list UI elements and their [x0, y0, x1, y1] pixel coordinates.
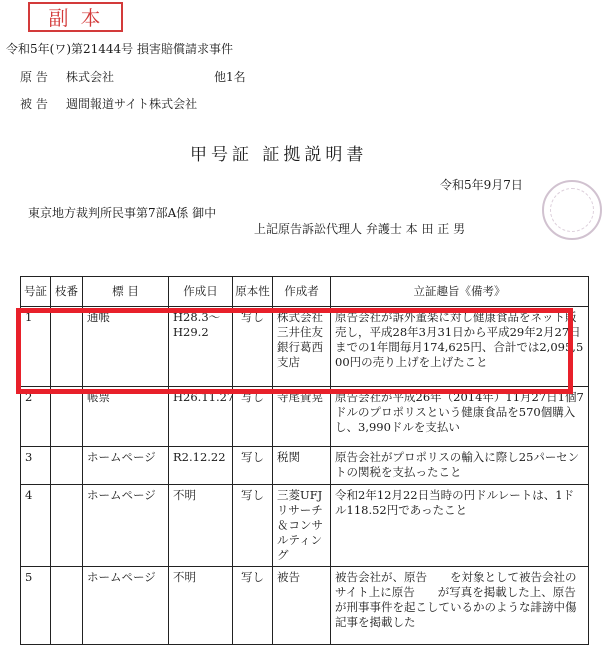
- copy-stamp: 副本: [28, 2, 123, 32]
- cell-author: 三菱UFJリサーチ＆コンサルティング: [273, 485, 331, 567]
- document-title: 甲号証 証拠説明書: [190, 145, 368, 165]
- cell-title: ホームページ: [83, 447, 169, 485]
- cell-date: 不明: [169, 567, 233, 645]
- header-original: 原本性: [233, 277, 273, 307]
- header-author: 作成者: [273, 277, 331, 307]
- cell-author: 株式会社三井住友銀行葛西支店: [273, 307, 331, 387]
- cell-title: ホームページ: [83, 485, 169, 567]
- plaintiff-other: 他1名: [214, 70, 246, 84]
- cell-branch: [51, 567, 83, 645]
- cell-no: 3: [21, 447, 51, 485]
- table-row: [21, 387, 589, 447]
- cell-original: 写し: [233, 387, 273, 447]
- cell-purpose: 原告会社が訴外董楽に対し健康食品をネット販売し，平成28年3月31日から平成29年2月27日までの1年間毎月174,625円、合計では2,095,500円の売り上げを上げたこと: [331, 307, 589, 387]
- attorney-seal: [542, 180, 602, 240]
- cell-date: 不明: [169, 485, 233, 567]
- table-row: [21, 307, 589, 387]
- cell-purpose: 令和2年12月22日当時の円ドルレートは、1ドル118.52円であったこと: [331, 485, 589, 567]
- cell-no: 1: [21, 307, 51, 387]
- table-row: [21, 447, 589, 485]
- evidence-table: [20, 276, 599, 645]
- cell-purpose: 被告会社が、原告 を対象として被告会社のサイト上に原告 が写真を掲載した上、原告 が刑事事件を起こしているかのような誹謗中傷記事を掲載した: [331, 567, 589, 645]
- header-exhibit-no: 号証: [21, 277, 51, 307]
- cell-original: 写し: [233, 567, 273, 645]
- header-branch-no: 枝番: [51, 277, 83, 307]
- cell-date: H28.3～H29.2: [169, 307, 233, 387]
- cell-no: 4: [21, 485, 51, 567]
- header-title: 標 目: [83, 277, 169, 307]
- cell-date: R2.12.22: [169, 447, 233, 485]
- cell-author: 税関: [273, 447, 331, 485]
- plaintiff-name: 株式会社: [66, 70, 115, 84]
- cell-original: 写し: [233, 447, 273, 485]
- header-purpose: 立証趣旨《備考》: [331, 277, 589, 307]
- plaintiff-label: 原 告: [20, 70, 48, 84]
- cell-no: 5: [21, 567, 51, 645]
- table-row: [21, 567, 589, 645]
- cell-original: 写し: [233, 307, 273, 387]
- cell-author: 被告: [273, 567, 331, 645]
- table-row: [21, 485, 589, 567]
- cell-title: 通帳: [83, 307, 169, 387]
- cell-purpose: 原告会社がプロポリスの輸入に際し25パーセントの関税を支払ったこと: [331, 447, 589, 485]
- header-date: 作成日: [169, 277, 233, 307]
- court-addressee: 東京地方裁判所民事第7部A係 御中: [28, 206, 217, 220]
- document-date: 令和5年9月7日: [440, 178, 523, 192]
- cell-branch: [51, 447, 83, 485]
- table-header-row: [21, 277, 589, 307]
- cell-author: 寺尾貴晃: [273, 387, 331, 447]
- cell-title: 帳票: [83, 387, 169, 447]
- case-number: 令和5年(ワ)第21444号 損害賠償請求事件: [6, 42, 233, 56]
- cell-purpose: 原告会社が平成26年（2014年）11月27日1個7ドルのプロポリスという健康食品を570個購入し、3,990ドルを支払い: [331, 387, 589, 447]
- cell-original: 写し: [233, 485, 273, 567]
- cell-branch: [51, 485, 83, 567]
- cell-branch: [51, 307, 83, 387]
- defendant-label: 被 告: [20, 97, 48, 111]
- cell-title: ホームページ: [83, 567, 169, 645]
- attorney-signature: 上記原告訴訟代理人 弁護士 本 田 正 男: [254, 222, 466, 236]
- cell-date: H26.11.27: [169, 387, 233, 447]
- defendant-name: 週間報道サイト株式会社: [66, 97, 198, 111]
- cell-branch: [51, 387, 83, 447]
- cell-no: 2: [21, 387, 51, 447]
